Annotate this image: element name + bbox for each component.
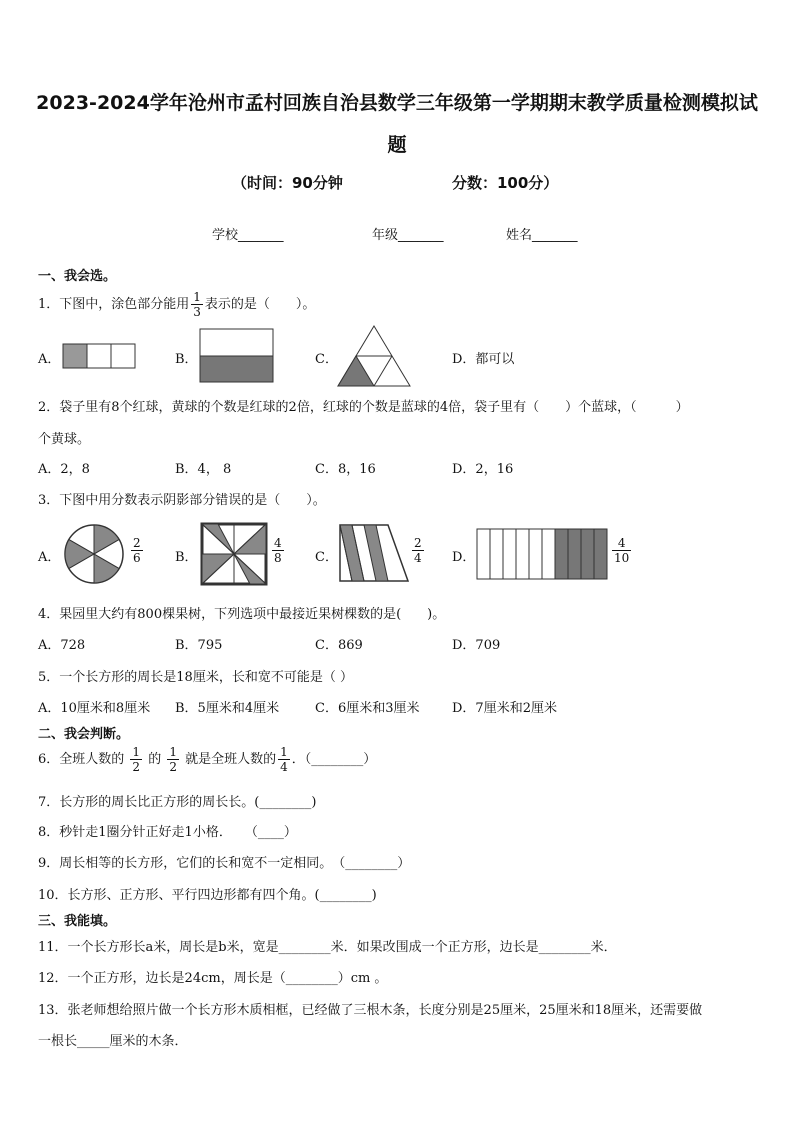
q6-fraction-3 <box>278 745 290 774</box>
question-2-line1: 2．袋子里有8个红球，黄球的个数是红球的2倍，红球的个数是蓝球的4倍，袋子里有（ ）个蓝球，（ ） <box>38 400 689 415</box>
q3-option-d[interactable]: D． <box>452 550 476 565</box>
question-5: 5．一个长方形的周长是18厘米，长和宽不可能是（ ） <box>38 670 353 685</box>
q1-fraction <box>191 290 203 319</box>
q3d-num: 4 <box>612 536 631 551</box>
q3-option-c[interactable]: C． <box>315 550 338 565</box>
question-7: 7．长方形的周长比正方形的周长长。(________) <box>38 795 317 810</box>
q3-fraction-c <box>412 536 424 565</box>
q1-option-c[interactable]: C． <box>315 352 338 367</box>
score-label: 分数：100分） <box>452 174 559 192</box>
q3-fraction-a <box>131 536 143 565</box>
question-6 <box>38 745 376 774</box>
question-13-line2: 一根长_____厘米的木条． <box>38 1034 188 1049</box>
q6f1-num: 1 <box>132 745 141 759</box>
q4-option-a[interactable]: A．728 <box>38 638 86 653</box>
q4-option-b[interactable]: B．795 <box>175 638 223 653</box>
q2-option-c[interactable]: C．8，16 <box>315 462 376 477</box>
q1-option-a[interactable]: A． <box>38 352 61 367</box>
q6-fraction-2 <box>167 745 179 774</box>
q1-frac-den: 3 <box>193 305 201 319</box>
q3-figure-d <box>476 528 610 580</box>
q1-option-b[interactable]: B． <box>175 352 198 367</box>
q3a-num: 2 <box>133 536 141 550</box>
exam-title-line1: 2023-2024学年沧州市孟村回族自治县数学三年级第一学期期末教学质量检测模拟试 <box>36 92 758 114</box>
question-11: 11．一个长方形长a米，周长是b米，宽是________米．如果改围成一个正方形，边长是________米． <box>38 940 617 955</box>
q6f3-num: 1 <box>280 745 288 759</box>
q1-figure-c <box>336 324 412 388</box>
q1-figure-b <box>199 328 275 384</box>
q6f3-den: 4 <box>280 760 288 774</box>
q6-text-mid: 的 <box>148 752 162 767</box>
q5-option-a[interactable]: A．10厘米和8厘米 <box>38 701 151 716</box>
q4-option-d[interactable]: D．709 <box>452 638 501 653</box>
q3-option-b[interactable]: B． <box>175 550 198 565</box>
q6-fraction-1 <box>130 745 142 774</box>
question-10: 10．长方形、正方形、平行四边形都有四个角。(________) <box>38 888 377 903</box>
q3-fraction-d <box>612 536 631 565</box>
q3-fraction-b <box>272 536 284 565</box>
q3-figure-b <box>200 522 268 586</box>
q1-option-d[interactable]: D．都可以 <box>452 352 515 367</box>
q1-text-post: 表示的是（ ）。 <box>204 297 316 312</box>
q6-answer-blank[interactable]: ．（________） <box>291 752 377 767</box>
grade-field[interactable]: 年级_______ <box>372 228 444 243</box>
question-3: 3．下图中用分数表示阴影部分错误的是（ ）。 <box>38 493 326 508</box>
q2-option-d[interactable]: D．2，16 <box>452 462 514 477</box>
q3b-num: 4 <box>274 536 282 550</box>
question-2-line2: 个黄球。 <box>38 432 91 447</box>
q3a-den: 6 <box>133 551 141 565</box>
question-12: 12．一个正方形，边长是24cm，周长是（________）cm 。 <box>38 971 388 986</box>
name-field[interactable]: 姓名_______ <box>506 228 578 243</box>
section-heading-choice: 一、我会选。 <box>38 269 117 284</box>
time-label: （时间：90分钟 <box>232 174 343 192</box>
question-8: 8．秒针走1圈分针正好走1小格． （____） <box>38 825 297 840</box>
question-4: 4．果园里大约有800棵果树，下列选项中最接近果树棵数的是( )。 <box>38 607 446 622</box>
section-heading-fill: 三、我能填。 <box>38 914 117 929</box>
q3b-den: 8 <box>274 551 282 565</box>
q6-text-pre: 6．全班人数的 <box>38 752 125 767</box>
question-9: 9．周长相等的长方形，它们的长和宽不一定相同。 （________） <box>38 856 411 871</box>
q6f2-num: 1 <box>169 745 177 759</box>
q3-figure-a <box>63 523 125 585</box>
school-field[interactable]: 学校_______ <box>212 228 284 243</box>
question-13-line1: 13．张老师想给照片做一个长方形木质相框，已经做了三根木条，长度分别是25厘米，25厘米和18厘米，还需要做 <box>38 1003 703 1018</box>
q5-option-d[interactable]: D．7厘米和2厘米 <box>452 701 557 716</box>
q5-option-c[interactable]: C．6厘米和3厘米 <box>315 701 420 716</box>
q1-figure-a <box>62 343 136 369</box>
section-heading-judge: 二、我会判断。 <box>38 727 130 742</box>
q3d-den: 10 <box>614 551 630 565</box>
q2-option-b[interactable]: B．4， 8 <box>175 462 232 477</box>
q4-option-c[interactable]: C．869 <box>315 638 363 653</box>
q1-text-pre: 1．下图中，涂色部分能用 <box>38 297 190 312</box>
q2-option-a[interactable]: A．2，8 <box>38 462 90 477</box>
q6f2-den: 2 <box>169 760 177 774</box>
exam-title-line2: 题 <box>387 134 407 156</box>
q3-option-a[interactable]: A． <box>38 550 61 565</box>
q5-option-b[interactable]: B．5厘米和4厘米 <box>175 701 280 716</box>
q3c-num: 2 <box>414 536 422 550</box>
q6-text-mid2: 就是全班人数的 <box>185 752 277 767</box>
q3-figure-c <box>338 523 410 583</box>
q1-frac-num: 1 <box>193 290 201 304</box>
q6f1-den: 2 <box>132 760 141 774</box>
question-1 <box>38 290 315 319</box>
q3c-den: 4 <box>414 551 422 565</box>
